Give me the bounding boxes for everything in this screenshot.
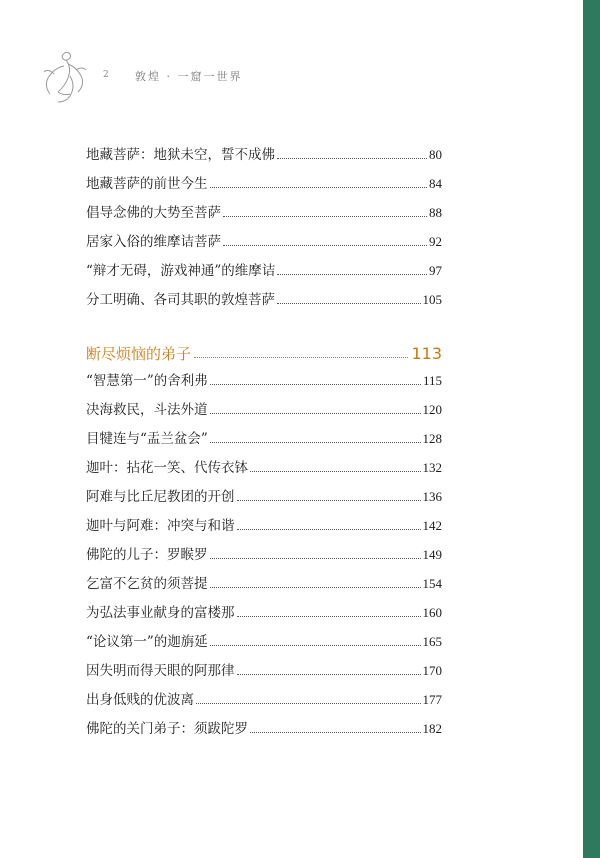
toc-entry-page: 160 bbox=[422, 605, 442, 620]
toc-entry-page: 165 bbox=[422, 634, 442, 649]
dot-leader bbox=[237, 528, 421, 530]
toc-section-heading[interactable] bbox=[86, 339, 442, 363]
dot-leader bbox=[194, 356, 408, 358]
toc-entry[interactable] bbox=[86, 423, 442, 447]
flying-apsara-icon bbox=[40, 46, 88, 104]
toc-entry[interactable] bbox=[86, 452, 442, 476]
toc-entry-page: 128 bbox=[422, 431, 442, 446]
toc-entry[interactable] bbox=[86, 539, 442, 563]
page-number: 2 bbox=[103, 70, 109, 80]
dot-leader bbox=[210, 186, 428, 188]
toc-entry-title: 地藏菩萨的前世今生 bbox=[86, 176, 208, 192]
toc-entry-title: “智慧第一”的舍利弗 bbox=[86, 373, 208, 389]
toc-entry-title: 因失明而得天眼的阿那律 bbox=[86, 663, 235, 679]
toc-entry-title: 迦叶与阿难：冲突与和谐 bbox=[86, 518, 235, 534]
toc-entry-title: 乞富不乞贫的须菩提 bbox=[86, 576, 208, 592]
book-title: 敦煌 · 一窟一世界 bbox=[135, 70, 243, 83]
toc-entry-title: 阿难与比丘尼教团的开创 bbox=[86, 489, 235, 505]
toc-entry-page: 149 bbox=[422, 547, 442, 562]
toc-entry[interactable] bbox=[86, 168, 442, 192]
toc-entry-title: 佛陀的儿子：罗睺罗 bbox=[86, 547, 208, 563]
dot-leader bbox=[223, 244, 427, 246]
toc-entry[interactable] bbox=[86, 139, 442, 163]
toc-entry[interactable] bbox=[86, 597, 442, 621]
dot-leader bbox=[277, 273, 427, 275]
toc-entry-title: 居家入俗的维摩诘菩萨 bbox=[86, 234, 221, 250]
dot-leader bbox=[237, 673, 421, 675]
dot-leader bbox=[277, 302, 421, 304]
toc-entry[interactable] bbox=[86, 365, 442, 389]
section-page: 113 bbox=[411, 344, 442, 363]
toc-entry-title: 佛陀的关门弟子：须跋陀罗 bbox=[86, 721, 248, 737]
toc-entry[interactable] bbox=[86, 284, 442, 308]
toc-entry[interactable] bbox=[86, 510, 442, 534]
toc-entry-title: “辩才无碍，游戏神通”的维摩诘 bbox=[86, 263, 276, 279]
toc-entry-page: 115 bbox=[422, 373, 442, 388]
toc-entry-title: 为弘法事业献身的富楼那 bbox=[86, 605, 235, 621]
dot-leader bbox=[250, 731, 421, 733]
toc-entry-page: 97 bbox=[429, 263, 442, 278]
toc-entry[interactable] bbox=[86, 255, 442, 279]
toc-entry[interactable] bbox=[86, 655, 442, 679]
toc-entry-title: 目犍连与“盂兰盆会” bbox=[86, 431, 208, 447]
dot-leader bbox=[210, 644, 421, 646]
toc-entry-title: “论议第一”的迦旃延 bbox=[86, 634, 208, 650]
toc-entry-title: 迦叶：拈花一笑、代传衣钵 bbox=[86, 460, 248, 476]
dot-leader bbox=[196, 702, 421, 704]
toc-entry-page: 132 bbox=[422, 460, 442, 475]
toc-entry-page: 92 bbox=[429, 234, 442, 249]
side-color-band bbox=[583, 0, 600, 858]
dot-leader bbox=[223, 215, 427, 217]
toc-entry-title: 分工明确、各司其职的敦煌菩萨 bbox=[86, 292, 275, 308]
toc-entry-page: 177 bbox=[422, 692, 442, 707]
dot-leader bbox=[250, 470, 421, 472]
toc-entry-page: 80 bbox=[429, 147, 442, 162]
toc-entry-title: 决海救民，斗法外道 bbox=[86, 402, 208, 418]
toc-entry-page: 84 bbox=[429, 176, 442, 191]
dot-leader bbox=[210, 383, 421, 385]
toc-entry[interactable] bbox=[86, 713, 442, 737]
toc-entry[interactable] bbox=[86, 684, 442, 708]
toc-entry[interactable] bbox=[86, 626, 442, 650]
toc-entry[interactable] bbox=[86, 197, 442, 221]
toc-entry[interactable] bbox=[86, 226, 442, 250]
toc-entry-page: 170 bbox=[422, 663, 442, 678]
toc-entry-title: 出身低贱的优波离 bbox=[86, 692, 194, 708]
dot-leader bbox=[210, 557, 421, 559]
running-header bbox=[40, 46, 340, 106]
toc-entry[interactable] bbox=[86, 481, 442, 505]
dot-leader bbox=[210, 586, 421, 588]
toc-entry-page: 154 bbox=[422, 576, 442, 591]
toc-entry[interactable] bbox=[86, 394, 442, 418]
dot-leader bbox=[210, 412, 421, 414]
dot-leader bbox=[237, 615, 421, 617]
toc-entry-page: 182 bbox=[422, 721, 442, 736]
toc-entry[interactable] bbox=[86, 568, 442, 592]
toc-entry-page: 88 bbox=[429, 205, 442, 220]
toc-entry-page: 120 bbox=[422, 402, 442, 417]
toc-entry-page: 105 bbox=[422, 292, 442, 307]
dot-leader bbox=[277, 157, 427, 159]
dot-leader bbox=[210, 441, 421, 443]
toc-entry-title: 地藏菩萨：地狱未空，誓不成佛 bbox=[86, 147, 275, 163]
toc-entry-page: 136 bbox=[422, 489, 442, 504]
toc-entry-page: 142 bbox=[422, 518, 442, 533]
section-title: 断尽烦恼的弟子 bbox=[86, 345, 192, 363]
toc-entry-title: 倡导念佛的大势至菩萨 bbox=[86, 205, 221, 221]
dot-leader bbox=[237, 499, 421, 501]
